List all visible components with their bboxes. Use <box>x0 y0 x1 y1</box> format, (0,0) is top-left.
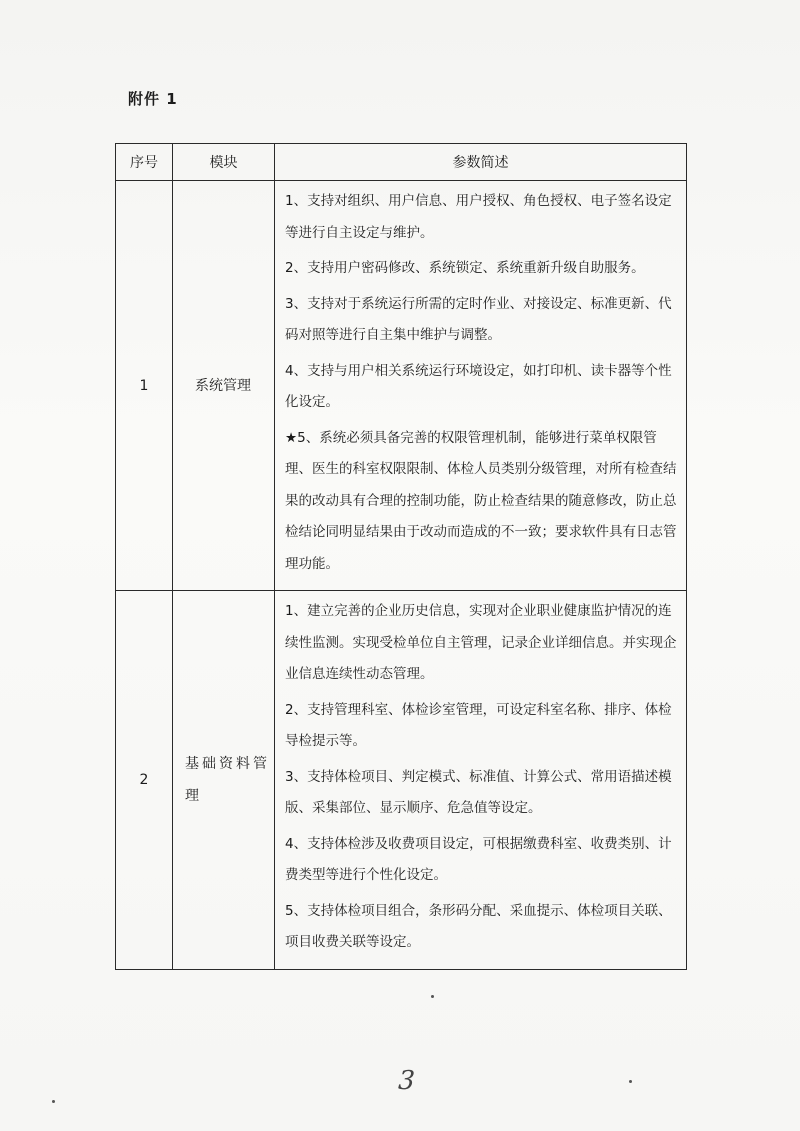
row-seq: 2 <box>116 591 173 970</box>
description-item: 5、支持体检项目组合，条形码分配、采血提示、体检项目关联、项目收费关联等设定。 <box>285 902 672 950</box>
description-item: 2、支持用户密码修改、系统锁定、系统重新升级自助服务。 <box>285 260 645 276</box>
row-description <box>275 181 687 591</box>
page-number: 3 <box>394 1066 419 1096</box>
description-item: 3、支持体检项目、判定模式、标准值、计算公式、常用语描述模版、采集部位、显示顺序、危急值等设定。 <box>285 768 672 816</box>
description-item: 1、支持对组织、用户信息、用户授权、角色授权、电子签名设定等进行自主设定与维护。 <box>285 193 672 241</box>
row-module: 系统管理 <box>173 181 275 591</box>
row-description <box>275 591 687 970</box>
table-row <box>116 591 687 970</box>
description-item: 3、支持对于系统运行所需的定时作业、对接设定、标准更新、代码对照等进行自主集中维护与调整。 <box>285 295 672 343</box>
table-header-row <box>116 144 687 181</box>
scan-speck <box>629 1080 632 1083</box>
header-description: 参数简述 <box>275 144 687 181</box>
description-item: ★5、系统必须具备完善的权限管理机制，能够进行菜单权限管理、医生的科室权限限制、体检人员类别分级管理，对所有检查结果的改动具有合理的控制功能，防止检查结果的随意修改，防止总检结论同明显结果由于改动而造成的不一致；要求软件具有日志管理功能。 <box>285 429 677 572</box>
description-item: 4、支持体检涉及收费项目设定，可根据缴费科室、收费类别、计费类型等进行个性化设定。 <box>285 835 672 883</box>
description-item: 4、支持与用户相关系统运行环境设定，如打印机、读卡器等个性化设定。 <box>285 362 672 410</box>
description-item: 2、支持管理科室、体检诊室管理，可设定科室名称、排序、体检导检提示等。 <box>285 701 672 749</box>
header-module: 模块 <box>173 144 275 181</box>
row-module: 基础资料管理 <box>173 591 275 970</box>
scan-speck <box>431 995 434 998</box>
table-row <box>116 181 687 591</box>
description-item: 1、建立完善的企业历史信息，实现对企业职业健康监护情况的连续性监测。实现受检单位自主管理，记录企业详细信息。并实现企业信息连续性动态管理。 <box>285 603 677 682</box>
scan-speck <box>52 1100 55 1103</box>
attachment-label: 附件 1 <box>128 90 178 108</box>
row-seq: 1 <box>116 181 173 591</box>
header-seq: 序号 <box>116 144 173 181</box>
spec-table <box>115 143 687 970</box>
